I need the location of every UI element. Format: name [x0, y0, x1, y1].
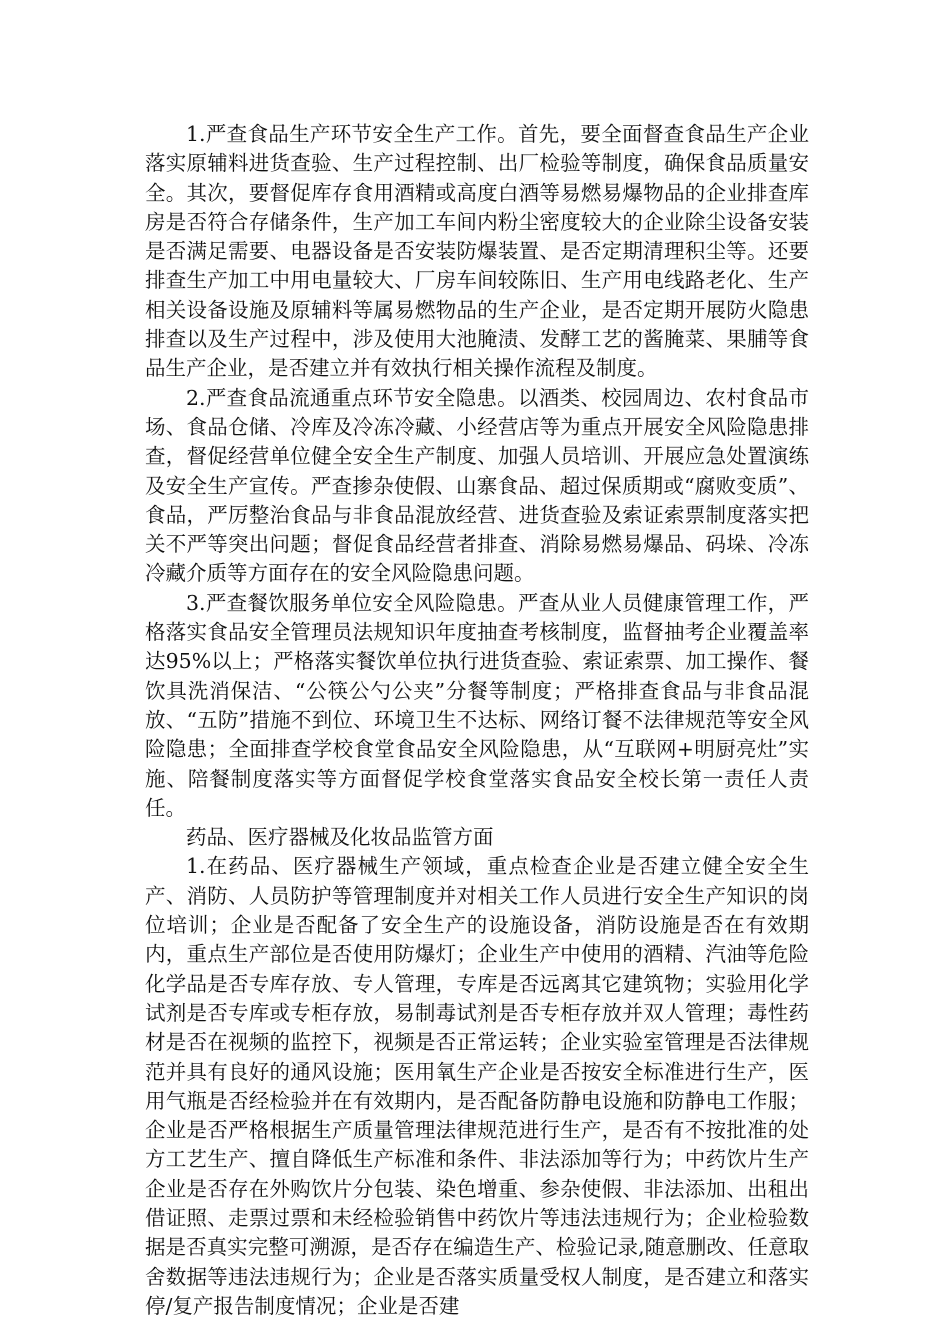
paragraph-food-circulation: 2.严查食品流通重点环节安全隐患。以酒类、校园周边、农村食品市场、食品仓储、冷库及冷冻冷藏、小经营店等为重点开展安全风险隐患排查，督促经营单位健全安全生产制度、加强人员培训、开展应急处置演练及安全生产宣传。严查掺杂使假、山寨食品、超过保质期或“腐败变质”、食品，严厉整治食品与非食品混放经营、进货查验及索证索票制度落实把关不严等突出问题；督促食品经营者排查、消除易燃易爆品、码垛、冷冻冷藏介质等方面存在的安全风险隐患问题。	[145, 385, 809, 586]
section-heading: 药品、医疗器械及化妆品监管方面	[186, 825, 494, 850]
paragraph-drug-device-production: 1.在药品、医疗器械生产领域，重点检查企业是否建立健全安全生产、消防、人员防护等管理制度并对相关工作人员进行安全生产知识的岗位培训；企业是否配备了安全生产的设施设备，消防设施是否在有效期内，重点生产部位是否使用防爆灯；企业生产中使用的酒精、汽油等危险化学品是否专库存放、专人管理，专库是否远离其它建筑物；实验用化学试剂是否专库或专柜存放，易制毒试剂是否专柜存放并双人管理；毒性药材是否在视频的监控下，视频是否正常运转；企业实验室管理是否法律规范并具有良好的通风设施；医用氧生产企业是否按安全标准进行生产，医用气瓶是否经检验并在有效期内，是否配备防静电设施和防静电工作服；企业是否严格根据生产质量管理法律规范进行生产，是否有不按批准的处方工艺生产、擅自降低生产标准和条件、非法添加等行为；中药饮片生产企业是否存在外购饮片分包装、染色增重、参杂使假、非法添加、出租出借证照、走票过票和未经检验销售中药饮片等违法违规行为；企业检验数据是否真实完整可溯源，是否存在编造生产、检验记录,随意删改、任意取舍数据等违法违规行为；企业是否落实质量受权人制度，是否建立和落实停/复产报告制度情况；企业是否建	[145, 854, 809, 1318]
paragraph-catering-service: 3.严查餐饮服务单位安全风险隐患。严查从业人员健康管理工作，严格落实食品安全管理员法规知识年度抽查考核制度，监督抽考企业覆盖率达95%以上；严格落实餐饮单位执行进货查验、索证索票、加工操作、餐饮具洗消保洁、“公筷公勺公夹”分餐等制度；严格排查食品与非食品混放、“五防”措施不到位、环境卫生不达标、网络订餐不法律规范等安全风险隐患；全面排查学校食堂食品安全风险隐患，从“互联网+明厨亮灶”实施、陪餐制度落实等方面督促学校食堂落实食品安全校长第一责任人责任。	[145, 590, 809, 820]
document-page	[145, 120, 809, 1321]
paragraph-food-production: 1.严查食品生产环节安全生产工作。首先，要全面督查食品生产企业落实原辅料进货查验、生产过程控制、出厂检验等制度，确保食品质量安全。其次，要督促库存食用酒精或高度白酒等易燃易爆物品的企业排查库房是否符合存储条件，生产加工车间内粉尘密度较大的企业除尘设备安装是否满足需要、电器设备是否安装防爆装置、是否定期清理积尘等。还要排查生产加工中用电量较大、厂房车间较陈旧、生产用电线路老化、生产相关设备设施及原辅料等属易燃物品的生产企业，是否定期开展防火隐患排查以及生产过程中，涉及使用大池腌渍、发酵工艺的酱腌菜、果脯等食品生产企业，是否建立并有效执行相关操作流程及制度。	[145, 122, 809, 381]
